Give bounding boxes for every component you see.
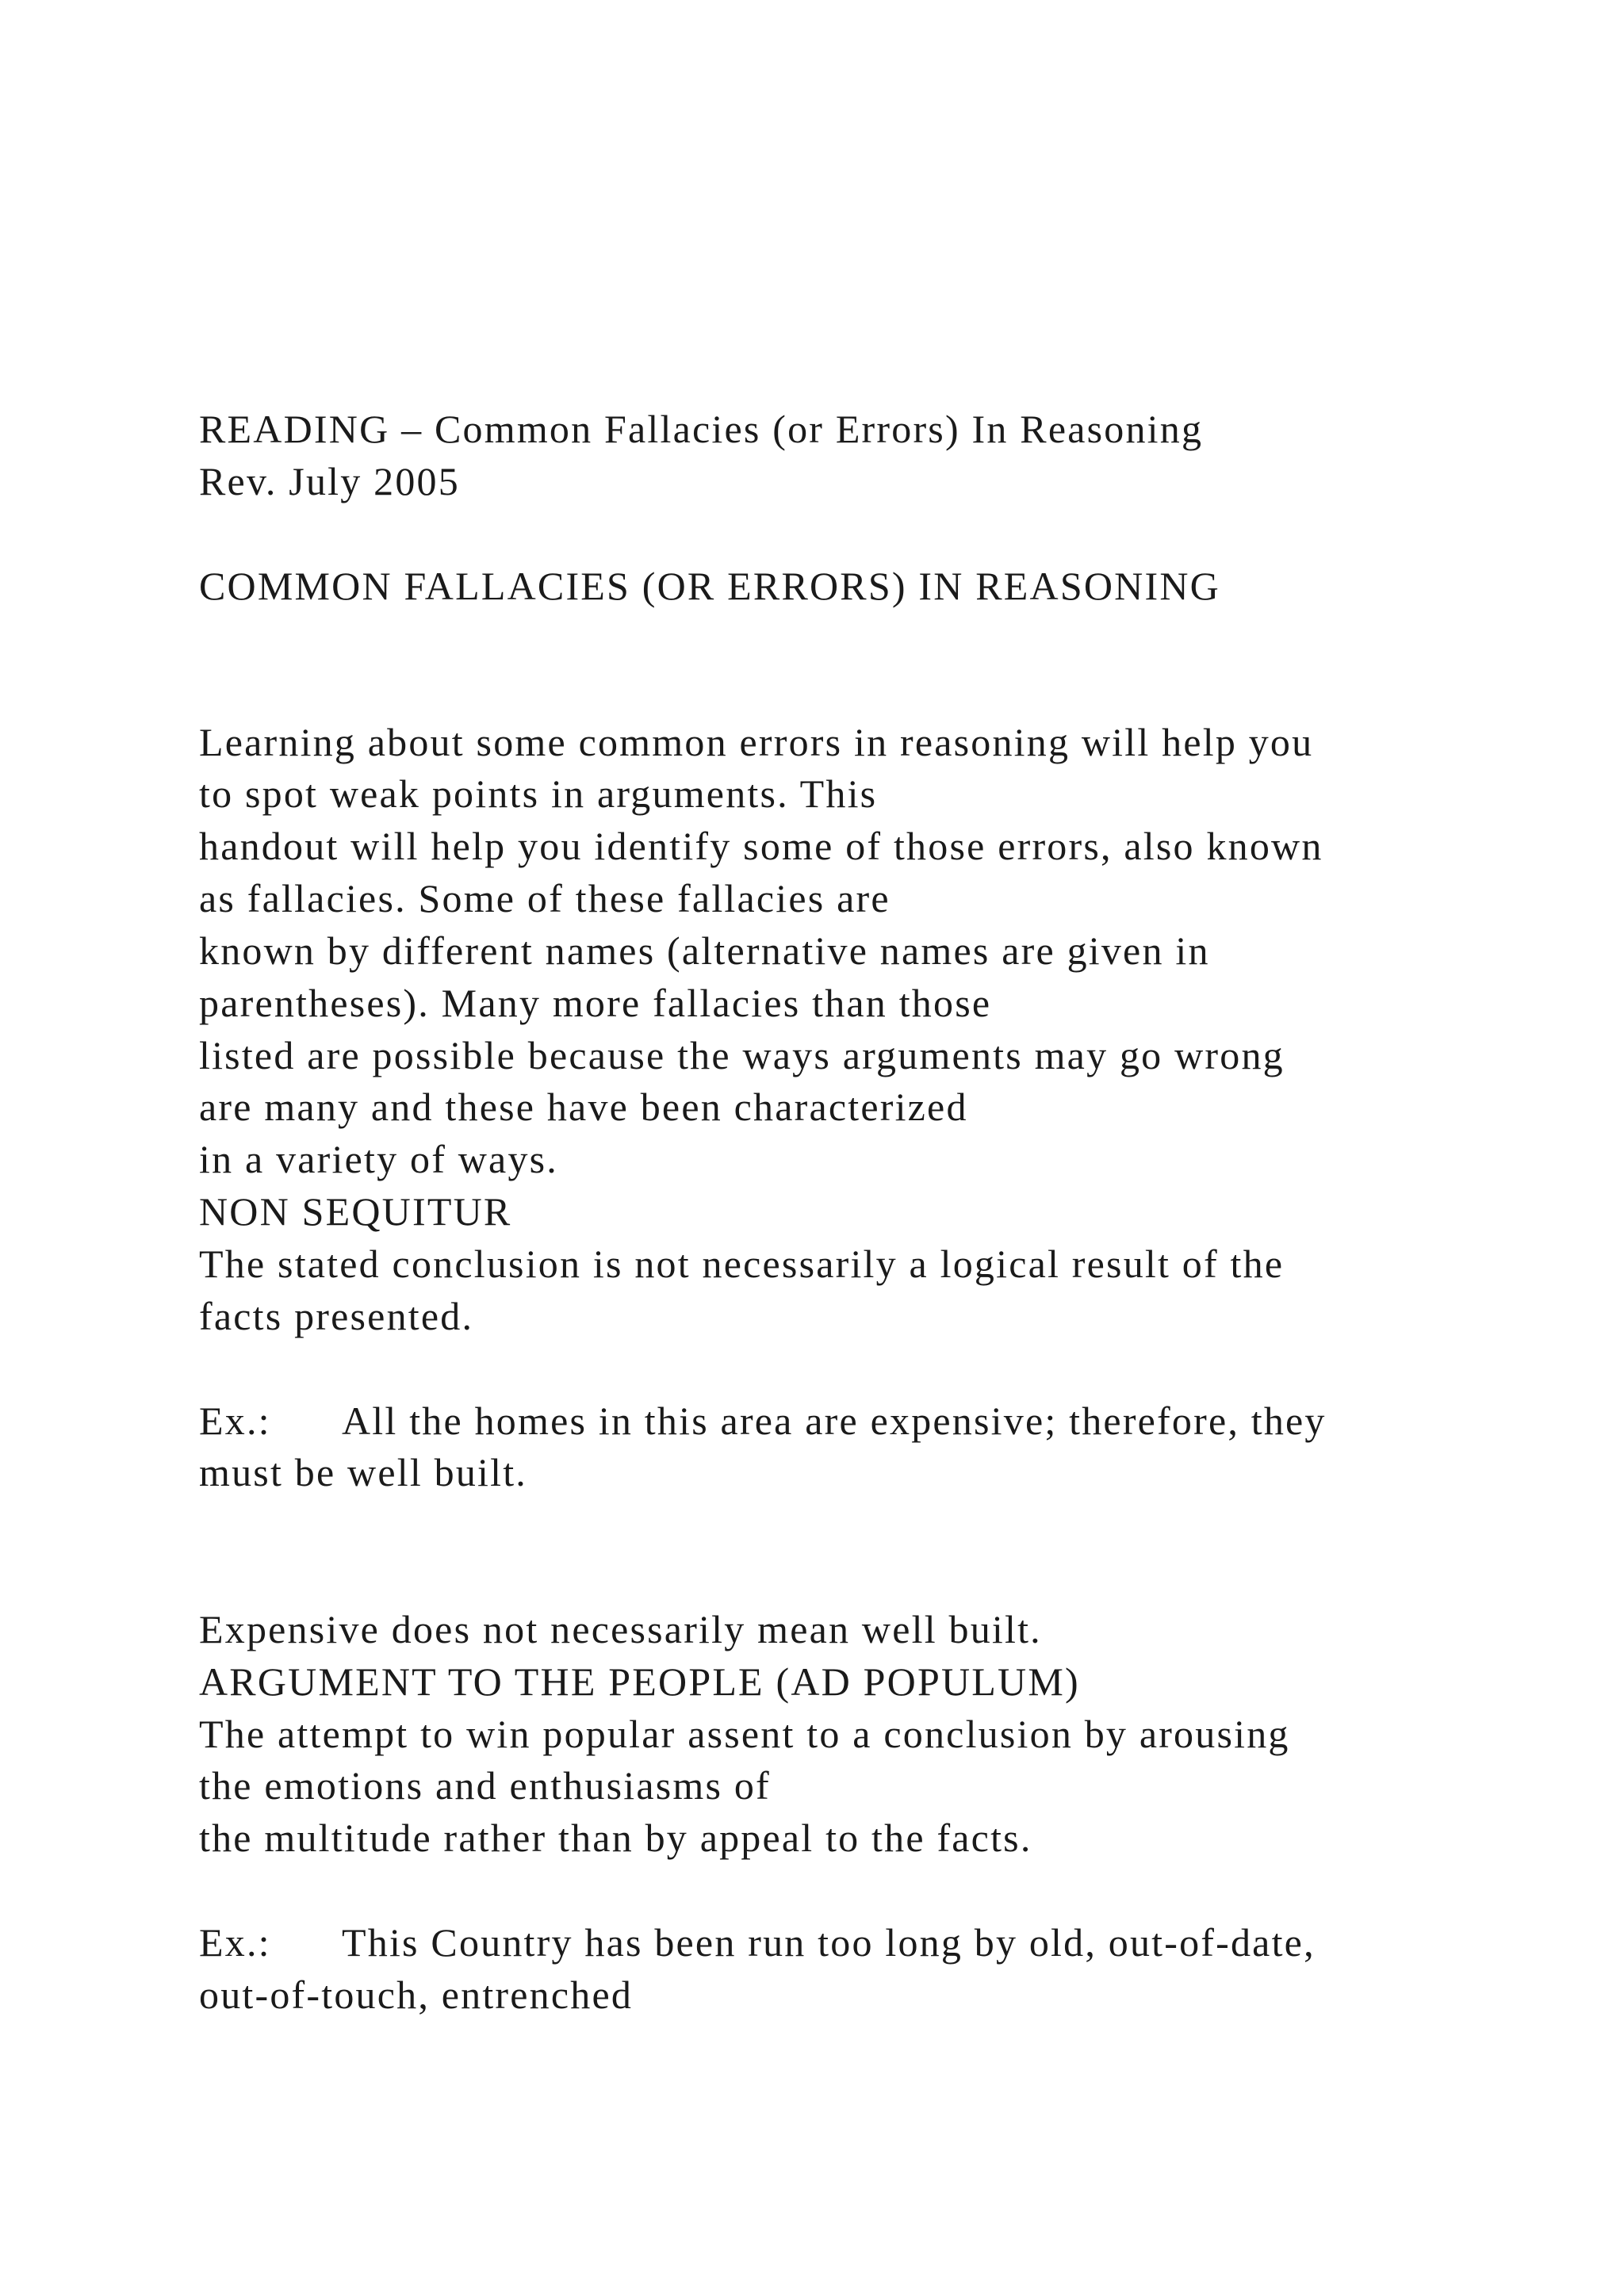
section-heading-non-sequitur: NON SEQUITUR bbox=[199, 1189, 512, 1234]
intro-line: in a variety of ways. bbox=[199, 1137, 559, 1181]
intro-line: Learning about some common errors in reasoning will help you bbox=[199, 720, 1314, 764]
definition-line: the multitude rather than by appeal to the facts. bbox=[199, 1816, 1032, 1860]
document-title: READING – Common Fallacies (or Errors) In Reasoning bbox=[199, 407, 1204, 451]
example-line bbox=[199, 1920, 1316, 1965]
intro-line: are many and these have been characterized bbox=[199, 1085, 968, 1129]
section-heading-ad-populum: ARGUMENT TO THE PEOPLE (AD POPULUM) bbox=[199, 1659, 1080, 1704]
definition-line: The stated conclusion is not necessarily a logical result of the bbox=[199, 1242, 1285, 1286]
example-line: out-of-touch, entrenched bbox=[199, 1973, 634, 2017]
example-text: All the homes in this area are expensive; therefore, they bbox=[342, 1399, 1327, 1443]
example-label: Ex.: bbox=[199, 1399, 271, 1443]
example-line bbox=[199, 1399, 1327, 1443]
intro-line: parentheses). Many more fallacies than those bbox=[199, 981, 992, 1025]
intro-line: listed are possible because the ways arguments may go wrong bbox=[199, 1033, 1285, 1077]
definition-line: The attempt to win popular assent to a conclusion by arousing bbox=[199, 1712, 1290, 1756]
definition-line: the emotions and enthusiasms of bbox=[199, 1763, 771, 1808]
example-label: Ex.: bbox=[199, 1920, 271, 1965]
main-heading: COMMON FALLACIES (OR ERRORS) IN REASONING bbox=[199, 564, 1220, 608]
intro-line: known by different names (alternative names are given in bbox=[199, 928, 1210, 973]
intro-line: handout will help you identify some of those errors, also known bbox=[199, 824, 1323, 868]
example-text: This Country has been run too long by old, out-of-date, bbox=[342, 1920, 1316, 1965]
intro-line: as fallacies. Some of these fallacies are bbox=[199, 876, 891, 920]
example-line: must be well built. bbox=[199, 1450, 527, 1494]
explanation-line: Expensive does not necessarily mean well built. bbox=[199, 1607, 1042, 1651]
revision-date: Rev. July 2005 bbox=[199, 459, 460, 503]
definition-line: facts presented. bbox=[199, 1294, 474, 1338]
intro-line: to spot weak points in arguments. This bbox=[199, 771, 878, 816]
